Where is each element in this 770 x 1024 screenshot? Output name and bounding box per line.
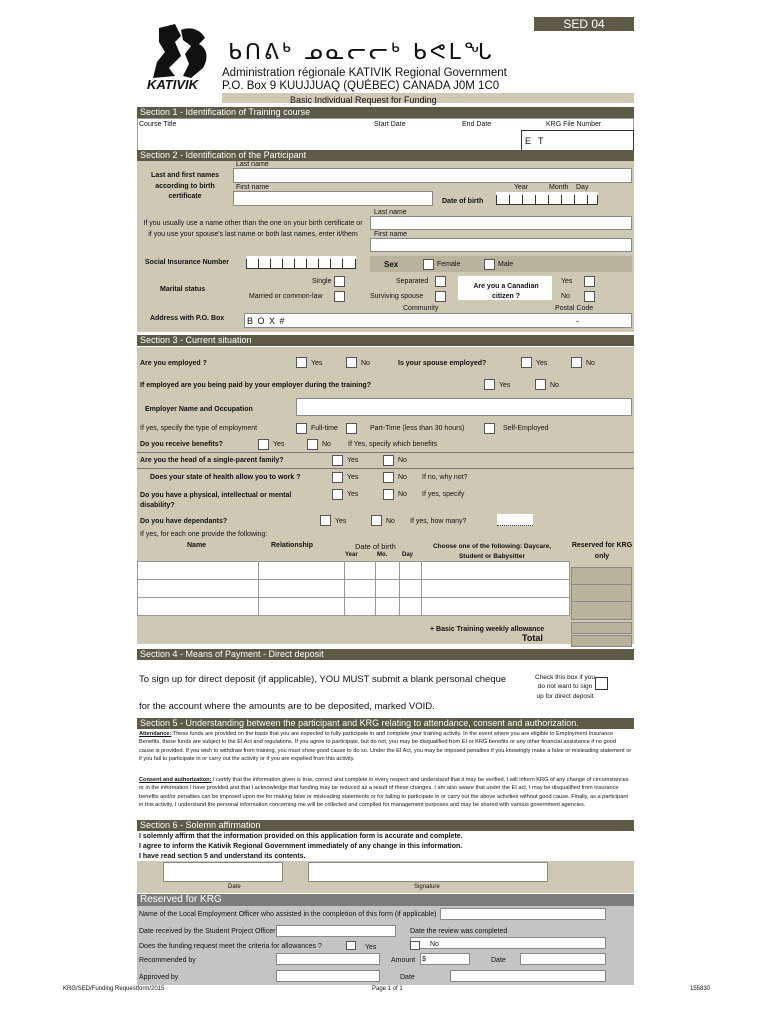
criteria-label: Does the funding request meet the criteria for allowances ? — [139, 943, 322, 950]
employed-yes-checkbox[interactable] — [296, 357, 307, 368]
specify-benefits-label: If Yes, specify which benefits — [348, 441, 438, 448]
file-t: T — [538, 136, 544, 146]
footer-page: Page 1 of 1 — [372, 986, 403, 992]
health-yes-label: Yes — [347, 474, 359, 481]
self-employed-label: Self-Employed — [503, 425, 549, 432]
table-row — [138, 580, 570, 598]
dependants-yes-checkbox[interactable] — [320, 515, 331, 526]
logo-text: KATIVIK — [147, 77, 199, 92]
approved-date-label: Date — [400, 974, 415, 981]
single-parent-yes-label: Yes — [347, 457, 359, 464]
approved-input[interactable] — [276, 970, 380, 982]
dependants-table[interactable] — [137, 561, 570, 616]
single-parent-label: Are you the head of a single-parent family? — [140, 457, 284, 464]
other-name-label: If you usually use a name other than the one on your birth certificate or if you use your spouse's last name or both last names, enter it/them — [143, 220, 363, 238]
year-label: Year — [514, 184, 529, 191]
canadian-no-checkbox[interactable] — [584, 291, 595, 302]
male-label: Male — [498, 261, 514, 268]
recommended-label: Recommended by — [139, 957, 196, 964]
disability-yes-label: Yes — [347, 491, 359, 498]
total-label: Total — [522, 633, 543, 643]
benefits-yes-checkbox[interactable] — [258, 439, 269, 450]
canadian-yes-label: Yes — [561, 278, 573, 285]
recommended-date-label: Date — [491, 957, 506, 964]
box-label: B O X # — [247, 316, 286, 326]
col-year: Year — [345, 552, 358, 558]
section-2-title: Section 2 - Identification of the Participant — [137, 150, 634, 161]
employed-no-checkbox[interactable] — [346, 357, 357, 368]
form-title: Basic Individual Request for Funding — [290, 95, 437, 105]
single-parent-no-label: No — [398, 457, 407, 464]
each-one-label: If yes, for each one provide the following: — [140, 531, 268, 538]
male-checkbox[interactable] — [484, 259, 495, 270]
signature-input[interactable] — [308, 862, 548, 882]
file-e: E — [525, 136, 532, 146]
date-received-input[interactable] — [276, 925, 396, 937]
first-name-2-label: First name — [374, 231, 408, 238]
employed-no-label: No — [361, 360, 370, 367]
spouse-no-label: No — [586, 360, 595, 367]
reserved-krg-label: Reserved for KRG only — [571, 542, 633, 560]
female-checkbox[interactable] — [423, 259, 434, 270]
approved-date-input[interactable] — [450, 970, 606, 982]
female-label: Female — [437, 261, 461, 268]
col-mo: Mo. — [377, 552, 388, 558]
criteria-no-checkbox[interactable] — [410, 941, 420, 950]
organization-name: Administration régionale KATIVIK Regional Government — [222, 67, 507, 79]
start-date-label: Start Date — [374, 121, 406, 128]
paid-training-label: If employed are you being paid by your employer during the training? — [140, 382, 372, 389]
dollar-sign: $ — [422, 956, 426, 963]
address-label: Address with P.O. Box — [150, 315, 225, 322]
month-label: Month — [549, 184, 569, 191]
specify-label: If yes, specify — [422, 491, 465, 498]
address-input[interactable] — [244, 313, 632, 328]
date-received-label: Date received by the Student Project Officer — [139, 928, 276, 935]
surviving-label: Surviving spouse — [370, 293, 424, 300]
date-review-label: Date the review was completed — [410, 928, 508, 935]
spouse-yes-label: Yes — [536, 360, 548, 367]
health-yes-checkbox[interactable] — [332, 472, 343, 483]
sin-input[interactable] — [246, 256, 356, 269]
benefits-label: Do you receive benefits? — [140, 441, 223, 448]
dependants-no-label: No — [386, 518, 395, 525]
benefits-no-label: No — [322, 441, 331, 448]
affirm-line-3: I have read section 5 and understand its contents. — [139, 853, 306, 860]
krg-section-title: Reserved for KRG — [137, 894, 634, 906]
employer-input[interactable] — [296, 398, 632, 416]
kativik-logo — [145, 22, 217, 92]
single-parent-no-checkbox[interactable] — [383, 455, 394, 466]
table-row — [138, 598, 570, 616]
community-label: Community — [403, 305, 439, 312]
attendance-paragraph: Attendance: These funds are provided on the basis that you are expected to fully participate in and complete your training activity. In the event where you are eligible to Employment Insurance Benefits, these funds are subject to the EI Act and regulations. If you agree to participate, but do not, you may be disqualified from EI or KRG benefits or any other financial assistance if no good cause is provided. If you wish to withdraw from training, you must show good cause to do so. Under the EI Act, you may be imposed penalties if you knowingly make a false or misleading statement or if you fail to participate in or carry out the activity or if you are expelled from this activity. — [139, 731, 632, 763]
consent-paragraph: Consent and authorization: I certify that the information given is true, correct and complete in every respect and understand that it may be verified. I will inform KRG of any change of circumstances or in the information I have provided and that I acknowledge that funding may be reduced as a result of these changes. I am also aware that under the EI act, I may be disqualified from insurance benefits and/or penalties can be imposed upon me for making false or misleading statements or for failing to participate in or carry out the above activities without good cause. Finally, as a participant in this activity, I understand the personal information concerning me will be collected and compiled for management purposes and may be shared with various government agencies. — [139, 777, 629, 809]
criteria-yes-checkbox[interactable] — [346, 941, 356, 950]
syllabic-name: ᑲᑎᕕᒃ ᓄᓇᓕᓕᒃ ᑲᕙᒪᖓ — [228, 40, 495, 65]
common-law-checkbox[interactable] — [334, 291, 345, 302]
last-name-input[interactable] — [233, 168, 632, 183]
single-label: Single — [312, 278, 332, 285]
disability-yes-checkbox[interactable] — [332, 489, 343, 500]
allowance-label: + Basic Training weekly allowance — [430, 626, 545, 633]
no-deposit-checkbox[interactable] — [595, 677, 608, 690]
benefits-no-checkbox[interactable] — [307, 439, 318, 450]
table-row — [138, 562, 570, 580]
surviving-checkbox[interactable] — [435, 291, 446, 302]
paid-yes-label: Yes — [499, 382, 511, 389]
amount-input[interactable] — [420, 953, 470, 965]
health-label: Does your state of health allow you to work ? — [150, 474, 301, 481]
paid-yes-checkbox[interactable] — [484, 379, 495, 390]
section-3-title: Section 3 - Current situation — [137, 335, 634, 346]
single-checkbox[interactable] — [334, 276, 345, 287]
col-dob: Date of birth — [355, 542, 396, 551]
section-6-title: Section 6 - Solemn affirmation — [137, 820, 634, 831]
direct-deposit-line-1: To sign up for direct deposit (if applicable), YOU MUST submit a blank personal cheque — [139, 674, 507, 685]
dob-label: Date of birth — [442, 198, 484, 205]
dob-input[interactable] — [496, 192, 598, 205]
dependants-label: Do you have dependants? — [140, 518, 228, 525]
last-name-2-label: Last name — [374, 209, 407, 216]
signature-label: Signature — [414, 884, 440, 890]
paid-no-checkbox[interactable] — [535, 379, 546, 390]
affirm-line-2: I agree to inform the Kativik Regional Government immediately of any change in this information. — [139, 843, 463, 850]
part-time-label: Part-Time (less than 30 hours) — [370, 425, 465, 432]
officer-input[interactable] — [440, 908, 606, 920]
recommended-date-input[interactable] — [520, 953, 606, 965]
criteria-yes-label: Yes — [365, 944, 377, 951]
form-code-badge: SED 04 — [534, 17, 634, 31]
col-day: Day — [402, 552, 414, 558]
disability-no-label: No — [398, 491, 407, 498]
separated-checkbox[interactable] — [435, 276, 446, 287]
first-name-input[interactable] — [233, 191, 433, 206]
postal-dash: - — [576, 316, 579, 326]
separated-label: Separated — [396, 278, 429, 285]
benefits-yes-label: Yes — [273, 441, 285, 448]
affirm-line-1: I solemnly affirm that the information provided on this application form is accurate and complete. — [139, 833, 463, 840]
direct-deposit-line-2: for the account where the amounts are to be deposited, marked VOID. — [139, 701, 435, 712]
common-law-label: Married or common-law — [249, 293, 323, 300]
canadian-no-label: No — [561, 293, 570, 300]
officer-label: Name of the Local Employment Officer who assisted in the completion of this form (if applicable) — [139, 911, 437, 918]
names-label: Last and first names according to birth certificate — [150, 172, 220, 200]
date-input[interactable] — [163, 862, 283, 882]
sin-label: Social Insurance Number — [145, 259, 230, 266]
approved-label: Approved by — [139, 974, 179, 981]
date-review-input[interactable] — [410, 937, 606, 949]
employment-type-label: If yes, specify the type of employment — [140, 425, 258, 432]
self-employed-checkbox[interactable] — [484, 423, 495, 434]
section-4-title: Section 4 - Means of Payment - Direct deposit — [137, 649, 634, 660]
footer-left: KRG/SED/Funding Requestform/2015 — [63, 986, 165, 992]
criteria-no-label: No — [430, 941, 439, 948]
course-title-label: Course Title — [139, 121, 177, 128]
amount-label: Amount — [391, 957, 416, 964]
col-name: Name — [187, 542, 207, 549]
paid-no-label: No — [550, 382, 559, 389]
last-name-label: Last name — [236, 161, 269, 168]
disability-no-checkbox[interactable] — [383, 489, 394, 500]
how-many-input[interactable] — [497, 514, 533, 526]
health-no-label: No — [398, 474, 407, 481]
end-date-label: End Date — [462, 121, 492, 128]
sex-label: Sex — [384, 260, 399, 269]
dependants-yes-label: Yes — [335, 518, 347, 525]
canadian-label: Are you a Canadian citizen ? — [473, 283, 539, 300]
section-1-title: Section 1 - Identification of Training course — [137, 107, 634, 118]
dependants-no-checkbox[interactable] — [371, 515, 382, 526]
first-name-2-input[interactable] — [370, 238, 632, 252]
recommended-input[interactable] — [276, 953, 380, 965]
date-label: Date — [228, 884, 241, 890]
spouse-employed-label: Is your spouse employed? — [398, 360, 487, 367]
canadian-yes-checkbox[interactable] — [584, 276, 595, 287]
file-number-label: KRG File Number — [546, 121, 602, 128]
no-deposit-label: Check this box if you do not want to sign up for direct deposit — [535, 674, 595, 700]
disability-label: Do you have a physical, intellectual or mental disability? — [140, 492, 292, 510]
part-time-checkbox[interactable] — [346, 423, 357, 434]
last-name-2-input[interactable] — [370, 216, 632, 230]
full-time-checkbox[interactable] — [296, 423, 307, 434]
health-no-checkbox[interactable] — [383, 472, 394, 483]
organization-address: P.O. Box 9 KUUJJUAQ (QUÉBEC) CANADA J0M 1C0 — [222, 80, 500, 92]
employed-yes-label: Yes — [311, 360, 323, 367]
how-many-label: If yes, how many? — [410, 518, 467, 525]
col-choose: Choose one of the following: Daycare, Student or Babysitter — [432, 543, 552, 561]
postal-code-label: Postal Code — [555, 305, 594, 312]
spouse-yes-checkbox[interactable] — [521, 357, 532, 368]
marital-status-label: Marital status — [160, 286, 206, 293]
why-not-label: If no, why not? — [422, 474, 468, 481]
employed-label: Are you employed ? — [140, 360, 207, 367]
first-name-label: First name — [236, 184, 270, 191]
single-parent-yes-checkbox[interactable] — [332, 455, 343, 466]
day-label: Day — [576, 184, 589, 191]
employer-label: Employer Name and Occupation — [145, 406, 253, 413]
footer-right: 155830 — [690, 986, 711, 992]
section-5-title: Section 5 - Understanding between the participant and KRG relating to attendance, consent and authorization. — [137, 718, 634, 729]
spouse-no-checkbox[interactable] — [571, 357, 582, 368]
full-time-label: Full-time — [311, 425, 338, 432]
col-relationship: Relationship — [271, 542, 314, 549]
